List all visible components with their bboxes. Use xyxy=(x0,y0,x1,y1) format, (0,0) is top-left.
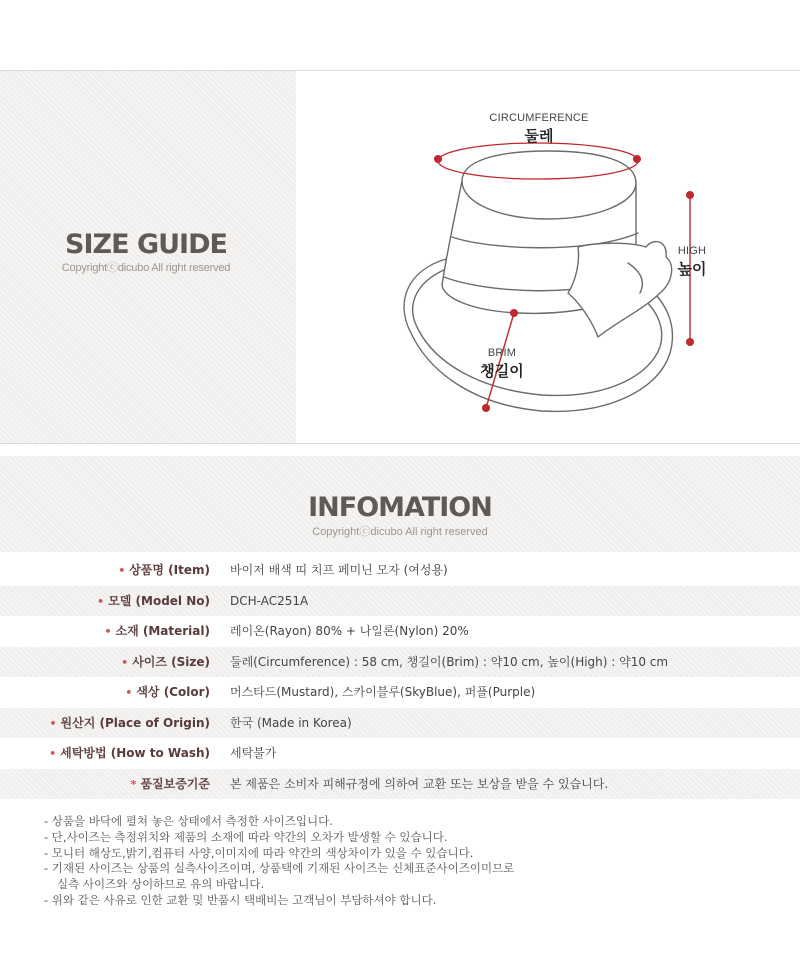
bullet-icon: • xyxy=(118,564,126,577)
notice-item: - 단,사이즈는 측정위치와 제품의 소재에 따라 약간의 오차가 발생할 수 있습니다. xyxy=(44,829,448,844)
info-row-label: • 세탁방법 (How to Wash) xyxy=(49,746,210,760)
circumference-marker-right xyxy=(633,155,641,163)
brim-marker-top xyxy=(510,309,518,317)
info-row-origin xyxy=(0,708,800,739)
notice-item: - 모니터 해상도,밝기,컴퓨터 사양,이미지에 따라 약간의 색상차이가 있을 수 있습니다. xyxy=(44,845,474,860)
info-row-value: 머스타드(Mustard), 스카이블루(SkyBlue), 퍼플(Purple) xyxy=(230,685,536,699)
circumference-marker-left xyxy=(434,155,442,163)
size-guide-title: SIZE GUIDE xyxy=(65,229,227,260)
notice-list xyxy=(44,814,764,909)
high-marker-top xyxy=(686,191,694,199)
brim-label xyxy=(462,347,542,381)
high-label-ko: 높이 xyxy=(677,261,707,278)
circumference-label-ko: 둘레 xyxy=(524,128,554,145)
info-row-label: • 원산지 (Place of Origin) xyxy=(49,715,210,730)
info-row-value: 한국 (Made in Korea) xyxy=(230,715,352,730)
size-guide-section xyxy=(0,70,800,444)
bullet-icon: • xyxy=(104,625,112,638)
info-row-warranty xyxy=(0,769,800,800)
high-label xyxy=(664,245,720,279)
info-row-label: • 소재 (Material) xyxy=(104,624,210,638)
info-row-item xyxy=(0,555,800,586)
high-label-en: HIGH xyxy=(677,245,707,257)
bullet-icon: • xyxy=(125,686,133,699)
info-row-model xyxy=(0,586,800,617)
information-header xyxy=(0,456,800,552)
information-copyright: Copyrightⓒdicubo All right reserved xyxy=(312,526,488,538)
info-row-label: • 사이즈 (Size) xyxy=(121,654,210,669)
notice-item: 실측 사이즈와 상이하므로 유의 바랍니다. xyxy=(57,877,265,892)
info-row-value: 세탁불가 xyxy=(230,746,277,760)
circumference-label xyxy=(466,112,612,146)
hat-diagram xyxy=(296,71,800,443)
asterisk-icon: * xyxy=(130,777,137,791)
info-row-value: DCH-AC251A xyxy=(230,593,309,608)
info-row-color xyxy=(0,677,800,708)
info-row-value: 바이저 배색 띠 치프 페미닌 모자 (여성용) xyxy=(230,563,448,577)
info-row-value: 레이온(Rayon) 80% + 나일론(Nylon) 20% xyxy=(230,624,469,638)
notice-item: - 위와 같은 사유로 인한 교환 및 반품시 택배비는 고객님이 부담하셔야 합니다. xyxy=(44,892,437,907)
size-guide-panel xyxy=(0,71,296,443)
info-row-label: • 색상 (Color) xyxy=(125,685,210,699)
hat-crown-top xyxy=(462,151,636,219)
info-row-label: • 모델 (Model No) xyxy=(97,593,210,608)
information-title: INFOMATION xyxy=(308,492,492,523)
information-table xyxy=(0,555,800,799)
bullet-icon: • xyxy=(49,747,57,760)
high-marker-bottom xyxy=(686,338,694,346)
brim-marker-bottom xyxy=(482,404,490,412)
info-row-label: • 상품명 (Item) xyxy=(118,563,210,577)
size-guide-copyright: Copyrightⓒdicubo All right reserved xyxy=(61,262,231,274)
bullet-icon: • xyxy=(49,716,57,730)
info-row-value: 본 제품은 소비자 피해규정에 의하여 교환 또는 보상을 받을 수 있습니다. xyxy=(230,776,609,791)
brim-label-ko: 챙길이 xyxy=(480,363,524,380)
notice-item: - 기재된 사이즈는 상품의 실측사이즈이며, 상품택에 기재된 사이즈는 신체표준사이즈이미므로 xyxy=(44,861,515,876)
info-row-size xyxy=(0,647,800,678)
circumference-label-en: CIRCUMFERENCE xyxy=(489,112,589,124)
bullet-icon: • xyxy=(97,594,105,608)
info-row-value: 둘레(Circumference) : 58 cm, 챙길이(Brim) : 약10 cm, 높이(High) : 약10 cm xyxy=(230,654,669,669)
brim-label-en: BRIM xyxy=(487,347,517,359)
notice-item: - 상품을 바닥에 펼쳐 놓은 상태에서 측정한 사이즈입니다. xyxy=(44,814,333,828)
info-row-wash xyxy=(0,738,800,769)
info-row-material xyxy=(0,616,800,647)
bullet-icon: • xyxy=(121,655,129,669)
info-row-label: * 품질보증기준 xyxy=(130,776,210,791)
